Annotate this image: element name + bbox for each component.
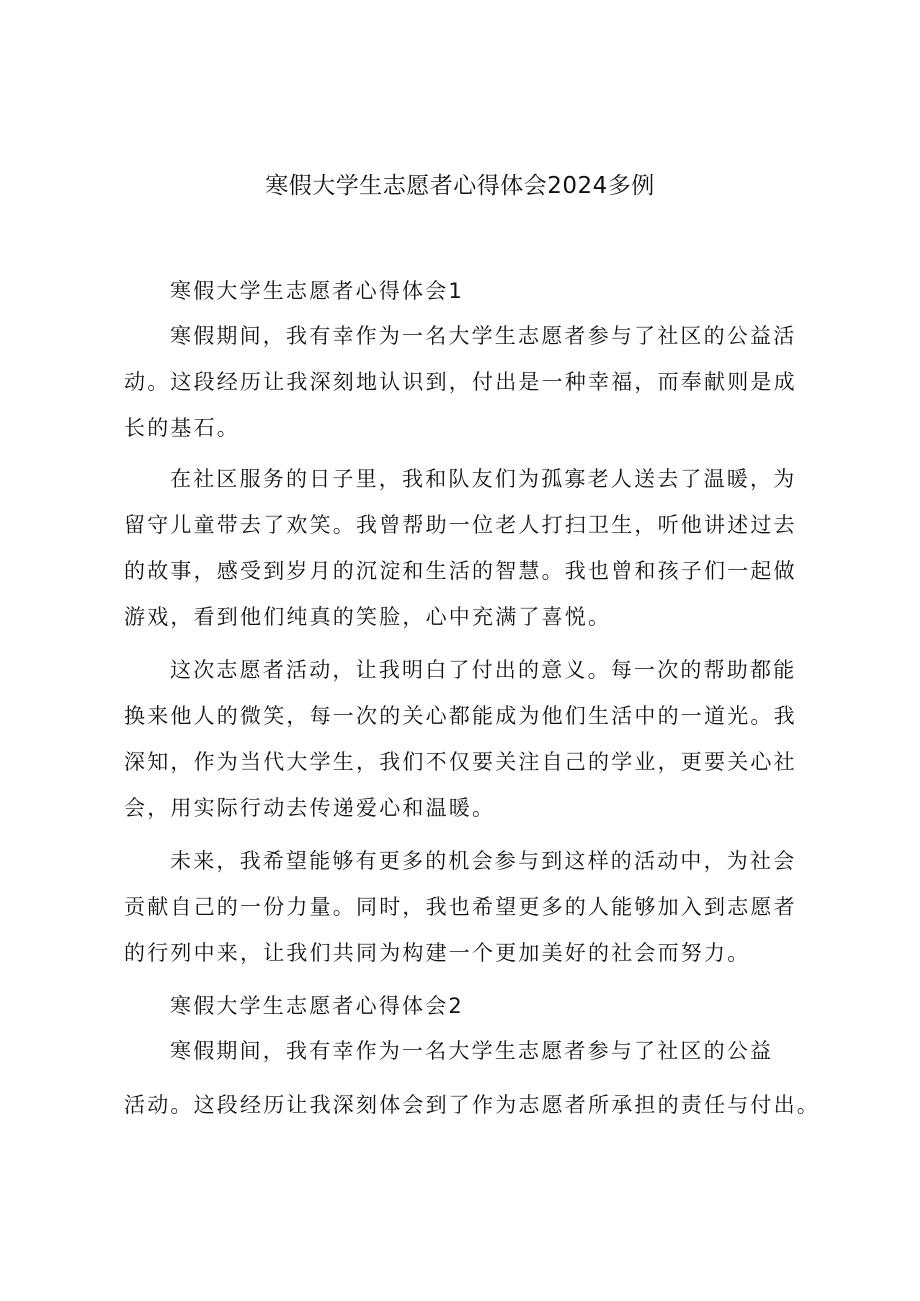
paragraph-line: 寒假期间，我有幸作为一名大学生志愿者参与了社区的公益 (170, 1039, 774, 1063)
paragraph-line: 深知，作为当代大学生，我们不仅要关注自己的学业，更要关心社 (124, 750, 797, 774)
section-heading-1: 寒假大学生志愿者心得体会1 (170, 279, 464, 303)
paragraph-line: 的行列中来，让我们共同为构建一个更加美好的社会而努力。 (124, 941, 751, 965)
paragraph-line: 的故事，感受到岁月的沉淀和生活的智慧。我也曾和孩子们一起做 (124, 559, 797, 583)
paragraph-line: 未来，我希望能够有更多的机会参与到这样的活动中，为社会 (170, 849, 797, 873)
paragraph-line: 贡献自己的一份力量。同时，我也希望更多的人能够加入到志愿者 (124, 895, 797, 919)
document-title: 寒假大学生志愿者心得体会2024多例 (265, 173, 655, 199)
paragraph-line: 动。这段经历让我深刻地认识到，付出是一种幸福，而奉献则是成 (124, 370, 797, 394)
paragraph-line: 活动。这段经历让我深刻体会到了作为志愿者所承担的责任与付出。 (124, 1093, 820, 1117)
paragraph-line: 会，用实际行动去传递爱心和温暖。 (124, 796, 496, 820)
paragraph-line: 留守儿童带去了欢笑。我曾帮助一位老人打扫卫生，听他讲述过去 (124, 513, 797, 537)
paragraph-1-4 (124, 838, 804, 976)
paragraph-line: 游戏，看到他们纯真的笑脸，心中充满了喜悦。 (124, 605, 612, 629)
paragraph-line: 寒假期间，我有幸作为一名大学生志愿者参与了社区的公益活 (170, 324, 797, 348)
section-heading-2: 寒假大学生志愿者心得体会2 (170, 994, 464, 1018)
paragraph-line: 长的基石。 (124, 416, 240, 440)
paragraph-2-1 (124, 1028, 820, 1128)
paragraph-1-1 (124, 313, 804, 451)
paragraph-1-2 (124, 456, 804, 640)
paragraph-line: 换来他人的微笑，每一次的关心都能成为他们生活中的一道光。我 (124, 704, 797, 728)
paragraph-1-3 (124, 647, 804, 831)
paragraph-line: 在社区服务的日子里，我和队友们为孤寡老人送去了温暖，为 (170, 467, 797, 491)
paragraph-line: 这次志愿者活动，让我明白了付出的意义。每一次的帮助都能 (170, 658, 797, 682)
